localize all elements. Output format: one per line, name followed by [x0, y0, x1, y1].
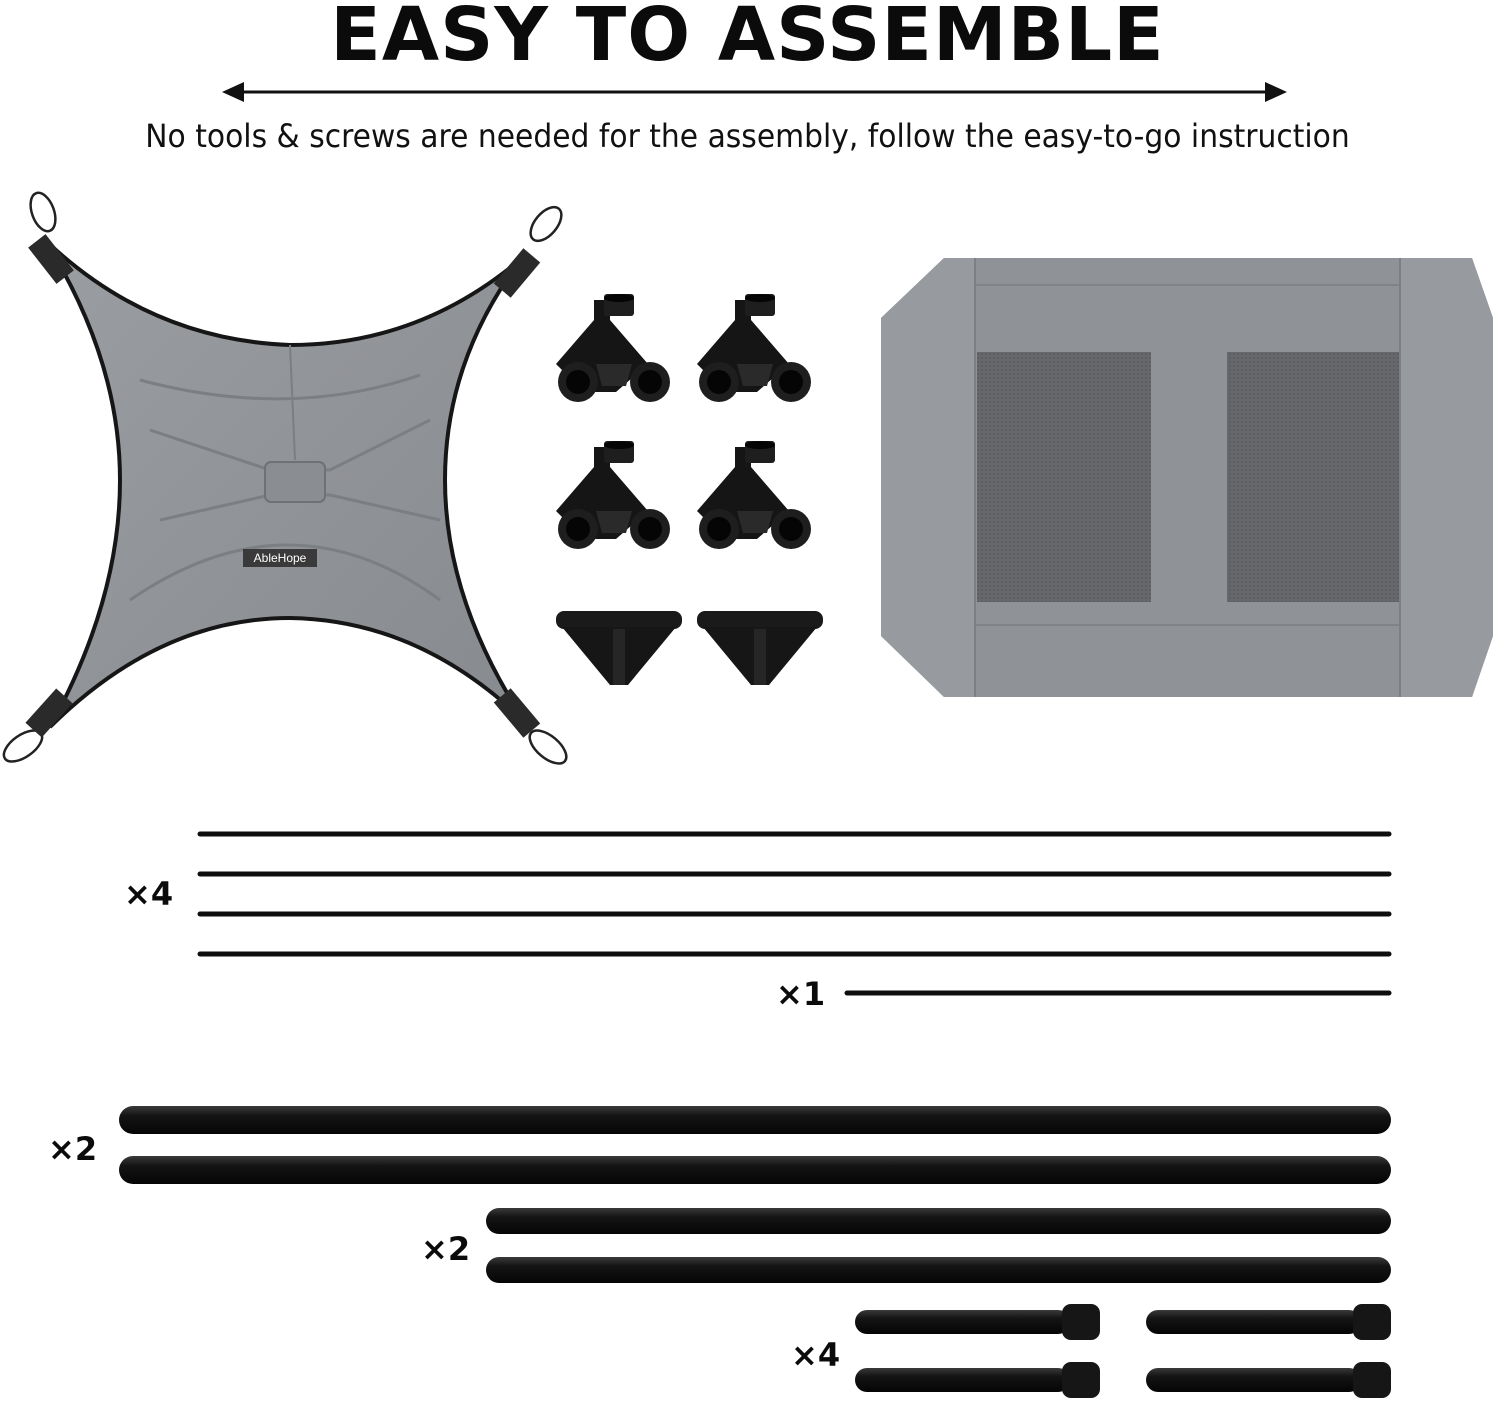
- long-tube: [119, 1156, 1391, 1184]
- corner-connector: [697, 294, 811, 402]
- brand-tag-label: AbleHope: [253, 551, 307, 565]
- long-tubes: [119, 1106, 1391, 1184]
- corner-connector: [697, 441, 811, 549]
- middle-connector: [556, 611, 682, 685]
- mesh-panel: [1227, 352, 1399, 602]
- corner-connector: [556, 294, 670, 402]
- quantity-label-leg-tubes: ×4: [791, 1336, 841, 1374]
- quantity-label-short-pole: ×1: [776, 975, 826, 1013]
- quantity-label-long-tubes: ×2: [48, 1130, 98, 1168]
- quantity-label-thin-poles: ×4: [124, 875, 174, 913]
- bed-fabric-image: [881, 258, 1493, 697]
- leg-tube: [1146, 1304, 1391, 1340]
- leg-tube: [855, 1304, 1100, 1340]
- corner-connector: [556, 441, 670, 549]
- page-subtitle: No tools & screws are needed for the assembly, follow the easy-to-go instruction: [145, 117, 1350, 155]
- mesh-panel: [977, 352, 1151, 602]
- page-title: EASY TO ASSEMBLE: [330, 0, 1165, 78]
- leg-tube: [855, 1362, 1100, 1398]
- long-tube: [119, 1106, 1391, 1134]
- leg-tubes: [855, 1304, 1391, 1398]
- medium-tubes: [486, 1208, 1391, 1283]
- thin-poles: [200, 834, 1389, 993]
- double-arrow-divider: [222, 82, 1287, 102]
- medium-tube: [486, 1208, 1391, 1234]
- sling-fabric-image: [0, 189, 572, 769]
- medium-tube: [486, 1257, 1391, 1283]
- leg-tube: [1146, 1362, 1391, 1398]
- quantity-label-medium-tubes: ×2: [421, 1230, 471, 1268]
- middle-connector: [697, 611, 823, 685]
